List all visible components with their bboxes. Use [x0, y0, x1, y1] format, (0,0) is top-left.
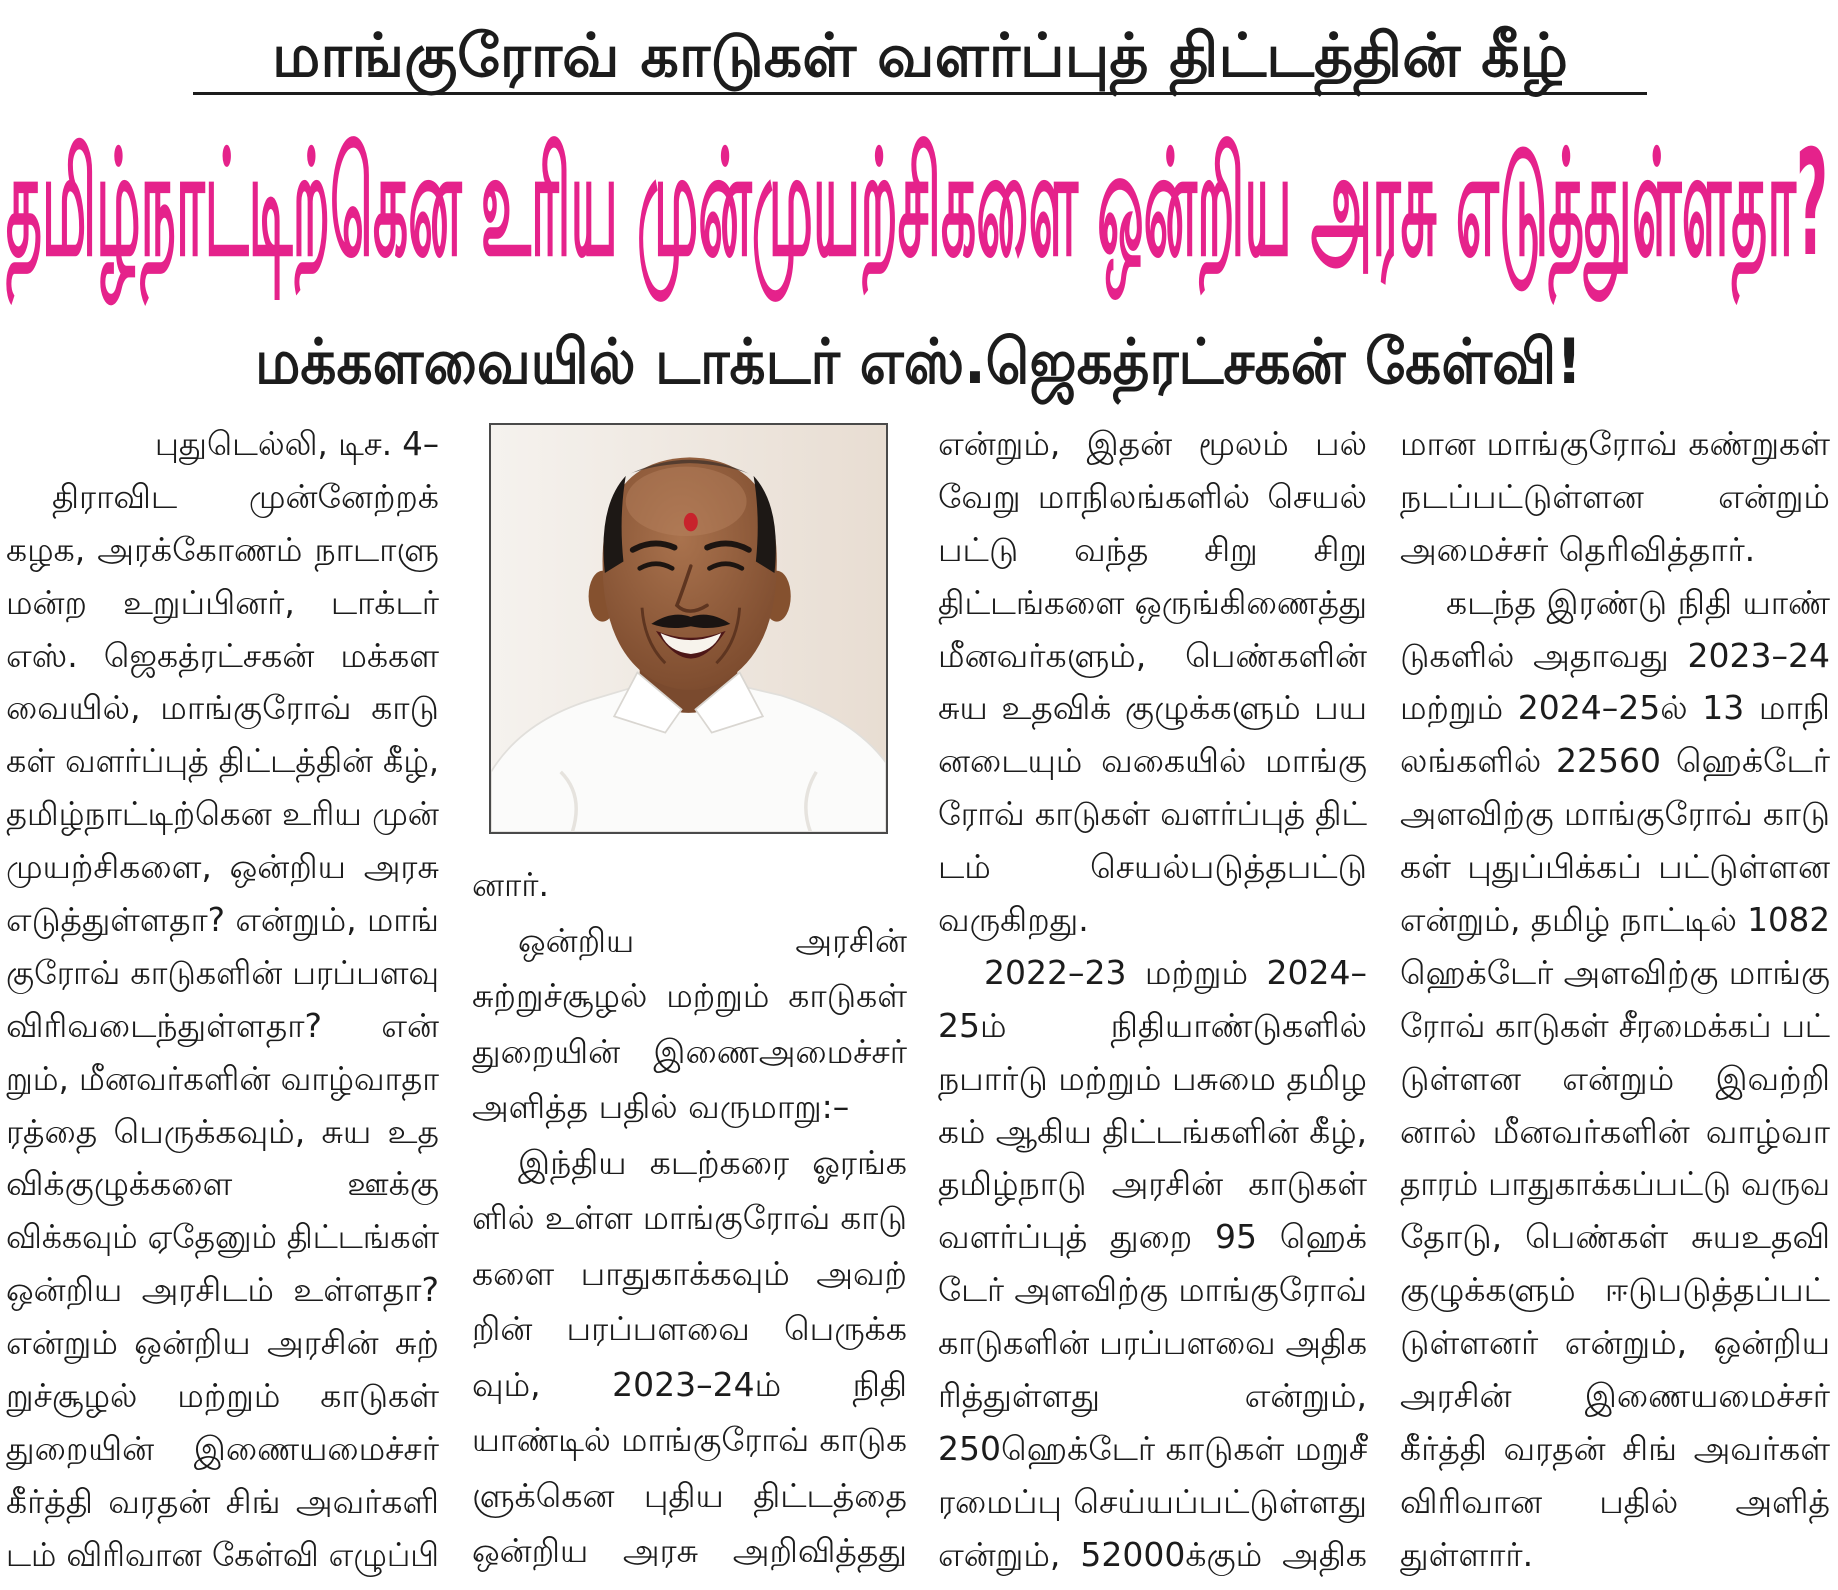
article-text-line: மீனவர்களும், பெண்களின்: [938, 635, 1367, 675]
article-text-line: கம் ஆகிய திட்டங்களின் கீழ்,: [938, 1111, 1367, 1151]
article-text-line: டம் விரிவான கேள்வி எழுப்பி: [6, 1534, 439, 1574]
article-text-line: ரோவ் காடுகள் வளர்ப்புத் திட்: [938, 794, 1367, 834]
article-text-line: வளர்ப்புத் துறை 95 ஹெக்: [938, 1217, 1367, 1257]
article-text-line: வையில், மாங்குரோவ் காடு: [6, 688, 439, 728]
subheadline-text: மக்களவையில் டாக்டர் எஸ்.ஜெகத்ரட்சகன் கேள்வி!: [255, 325, 1582, 398]
article-text-line: னால் மீனவர்களின் வாழ்வா: [1400, 1111, 1830, 1151]
article-text-line: ஹெக்டேர் அளவிற்கு மாங்கு: [1400, 952, 1830, 992]
article-text-line: 2022–23 மற்றும் 2024–: [984, 952, 1367, 992]
article-text-line: ஒன்றிய அரசிடம் உள்ளதா?: [6, 1270, 439, 1310]
kicker-text: மாங்குரோவ் காடுகள் வளர்ப்புத் திட்டத்தின் கீழ்: [272, 21, 1568, 91]
article-text-line: னடையும் வகையில் மாங்கு: [938, 741, 1367, 781]
article-text-line: என்றும், தமிழ் நாட்டில் 1082: [1400, 900, 1830, 940]
article-text-line: வேறு மாநிலங்களில் செயல்: [938, 476, 1367, 516]
article-text-line: மன்ற உறுப்பினர், டாக்டர்: [6, 582, 439, 622]
article-text-line: றுச்சூழல் மற்றும் காடுகள்: [6, 1376, 439, 1416]
article-text-line: னார்.: [472, 865, 549, 904]
article-text-line: றும், மீனவர்களின் வாழ்வாதா: [6, 1058, 439, 1098]
article-text-line: வருகிறது.: [938, 900, 1089, 940]
article-text-line: விக்கவும் ஏதேனும் திட்டங்கள்: [6, 1217, 439, 1257]
article-text-line: குரோவ் காடுகளின் பரப்பளவு: [6, 952, 439, 992]
article-text-line: மற்றும் 2024–25ல் 13 மாநி: [1400, 688, 1830, 728]
article-text-line: திராவிட முன்னேற்றக்: [52, 476, 439, 516]
article-text-line: தமிழ்நாட்டிற்கென உரிய முன்: [6, 794, 439, 834]
article-text-line: சுய உதவிக் குழுக்களும் பய: [938, 688, 1367, 728]
article-text-line: காடுகளின் பரப்பளவை அதிக: [938, 1323, 1367, 1363]
article-text-line: களை பாதுகாக்கவும் அவற்: [472, 1253, 907, 1293]
article-text-line: தோடு, பெண்கள் சுயஉதவி: [1400, 1217, 1830, 1257]
article-text-line: ளுக்கென புதிய திட்டத்தை: [472, 1475, 907, 1515]
portrait-photo: [489, 423, 888, 834]
article-text-line: டுகளில் அதாவது 2023–24: [1400, 635, 1830, 675]
article-text-line: 250ஹெக்டேர் காடுகள் மறுசீ: [938, 1428, 1368, 1468]
article-text-line: எடுத்துள்ளதா? என்றும், மாங்: [6, 900, 439, 940]
article-text-line: தமிழ்நாடு அரசின் காடுகள்: [938, 1164, 1367, 1204]
article-text-line: நபார்டு மற்றும் பசுமை தமிழ: [938, 1058, 1367, 1098]
article-text-line: ஒன்றிய அரசின்: [518, 920, 907, 960]
article-headline: [6, 116, 1828, 292]
article-text-line: ளில் உள்ள மாங்குரோவ் காடு: [472, 1198, 907, 1237]
article-text-line: குழுக்களும் ஈடுபடுத்தப்பட்: [1400, 1270, 1830, 1310]
article-text-line: இந்திய கடற்கரை ஓரங்க: [518, 1142, 907, 1182]
article-text-line: அளித்த பதில் வருமாறு:–: [472, 1087, 850, 1126]
article-text-line: யாண்டில் மாங்குரோவ் காடுக: [472, 1420, 907, 1459]
article-text-line: கீர்த்தி வரதன் சிங் அவர்களி: [6, 1481, 439, 1521]
article-text-line: 25ம் நிதியாண்டுகளில்: [938, 1005, 1367, 1045]
article-text-line: வும், 2023–24ம் நிதி: [472, 1364, 907, 1404]
article-text-line: விரிவான பதில் அளித்: [1400, 1481, 1830, 1521]
article-text-line: விரிவடைந்துள்ளதா? என்: [6, 1005, 439, 1045]
article-text-line: என்றும், இதன் மூலம் பல்: [938, 424, 1367, 463]
article-text-line: அரசின் இணையமைச்சர்: [1400, 1376, 1830, 1416]
article-text-line: டுள்ளன என்றும் இவற்றி: [1400, 1058, 1830, 1098]
article-text-line: துறையின் இணையமைச்சர்: [6, 1428, 439, 1468]
article-text-line: என்றும், 52000க்கும் அதிக: [938, 1534, 1367, 1574]
article-column-1: [6, 418, 439, 1582]
article-text-line: திட்டங்களை ஒருங்கிணைத்து: [938, 582, 1367, 622]
article-text-line: ரத்தை பெருக்கவும், சுய உத: [6, 1111, 439, 1151]
article-text-line: ஒன்றிய அரசு அறிவித்தது: [472, 1531, 907, 1570]
article-text-line: அமைச்சர் தெரிவித்தார்.: [1400, 529, 1756, 569]
article-subheadline: [255, 326, 1582, 398]
article-text-line: என்றும் ஒன்றிய அரசின் சுற்: [6, 1323, 439, 1363]
article-text-line: துள்ளார்.: [1400, 1534, 1534, 1574]
article-text-line: தாரம் பாதுகாக்கப்பட்டு வருவ: [1400, 1164, 1830, 1204]
article-text-line: டம் செயல்படுத்தபட்டு: [938, 847, 1367, 887]
article-column-2: [472, 857, 907, 1579]
dateline: புதுடெல்லி, டிச. 4–: [154, 424, 439, 463]
article-text-line: றின் பரப்பளவை பெருக்க: [472, 1309, 907, 1348]
headline-text: தமிழ்நாட்டிற்கென உரிய முன்முயற்சிகளை ஒன்றிய அரசு எடுத்துள்ளதா?: [6, 119, 1828, 289]
article-text-line: கீர்த்தி வரதன் சிங் அவர்கள்: [1400, 1428, 1830, 1468]
article-text-line: எஸ். ஜெகத்ரட்சகன் மக்கள: [6, 635, 439, 675]
article-text-line: துறையின் இணைஅமைச்சர்: [472, 1031, 907, 1071]
article-text-line: பட்டு வந்த சிறு சிறு: [938, 529, 1367, 569]
tilak-mark: [684, 513, 698, 532]
article-text-line: முயற்சிகளை, ஒன்றிய அரசு: [6, 847, 439, 887]
article-text-line: நடப்பட்டுள்ளன என்றும்: [1400, 476, 1830, 516]
article-text-line: ரோவ் காடுகள் சீரமைக்கப் பட்: [1400, 1005, 1830, 1045]
article-text-line: டுள்ளனர் என்றும், ஒன்றிய: [1400, 1323, 1830, 1363]
article-text-line: ரித்துள்ளது என்றும்,: [938, 1376, 1367, 1416]
article-text-line: லங்களில் 22560 ஹெக்டேர்: [1400, 741, 1830, 781]
article-column-3: [938, 418, 1367, 1582]
article-text-line: டேர் அளவிற்கு மாங்குரோவ்: [938, 1270, 1367, 1310]
article-text-line: கள் வளர்ப்புத் திட்டத்தின் கீழ்,: [6, 741, 439, 781]
article-text-line: மான மாங்குரோவ் கண்றுகள்: [1400, 424, 1830, 463]
portrait-illustration: [491, 425, 886, 832]
article-text-line: கள் புதுப்பிக்கப் பட்டுள்ளன: [1400, 847, 1830, 887]
article-text-line: அளவிற்கு மாங்குரோவ் காடு: [1400, 794, 1830, 834]
article-text-line: கழக, அரக்கோணம் நாடாளு: [6, 529, 439, 569]
article-text-line: விக்குழுக்களை ஊக்கு: [6, 1164, 439, 1204]
article-text-line: ரமைப்பு செய்யப்பட்டுள்ளது: [938, 1481, 1367, 1521]
article-text-line: சுற்றுச்சூழல் மற்றும் காடுகள்: [472, 976, 907, 1015]
article-column-4: [1400, 418, 1830, 1582]
article-kicker: [193, 20, 1647, 95]
article-text-line: கடந்த இரண்டு நிதி யாண்: [1446, 582, 1830, 622]
